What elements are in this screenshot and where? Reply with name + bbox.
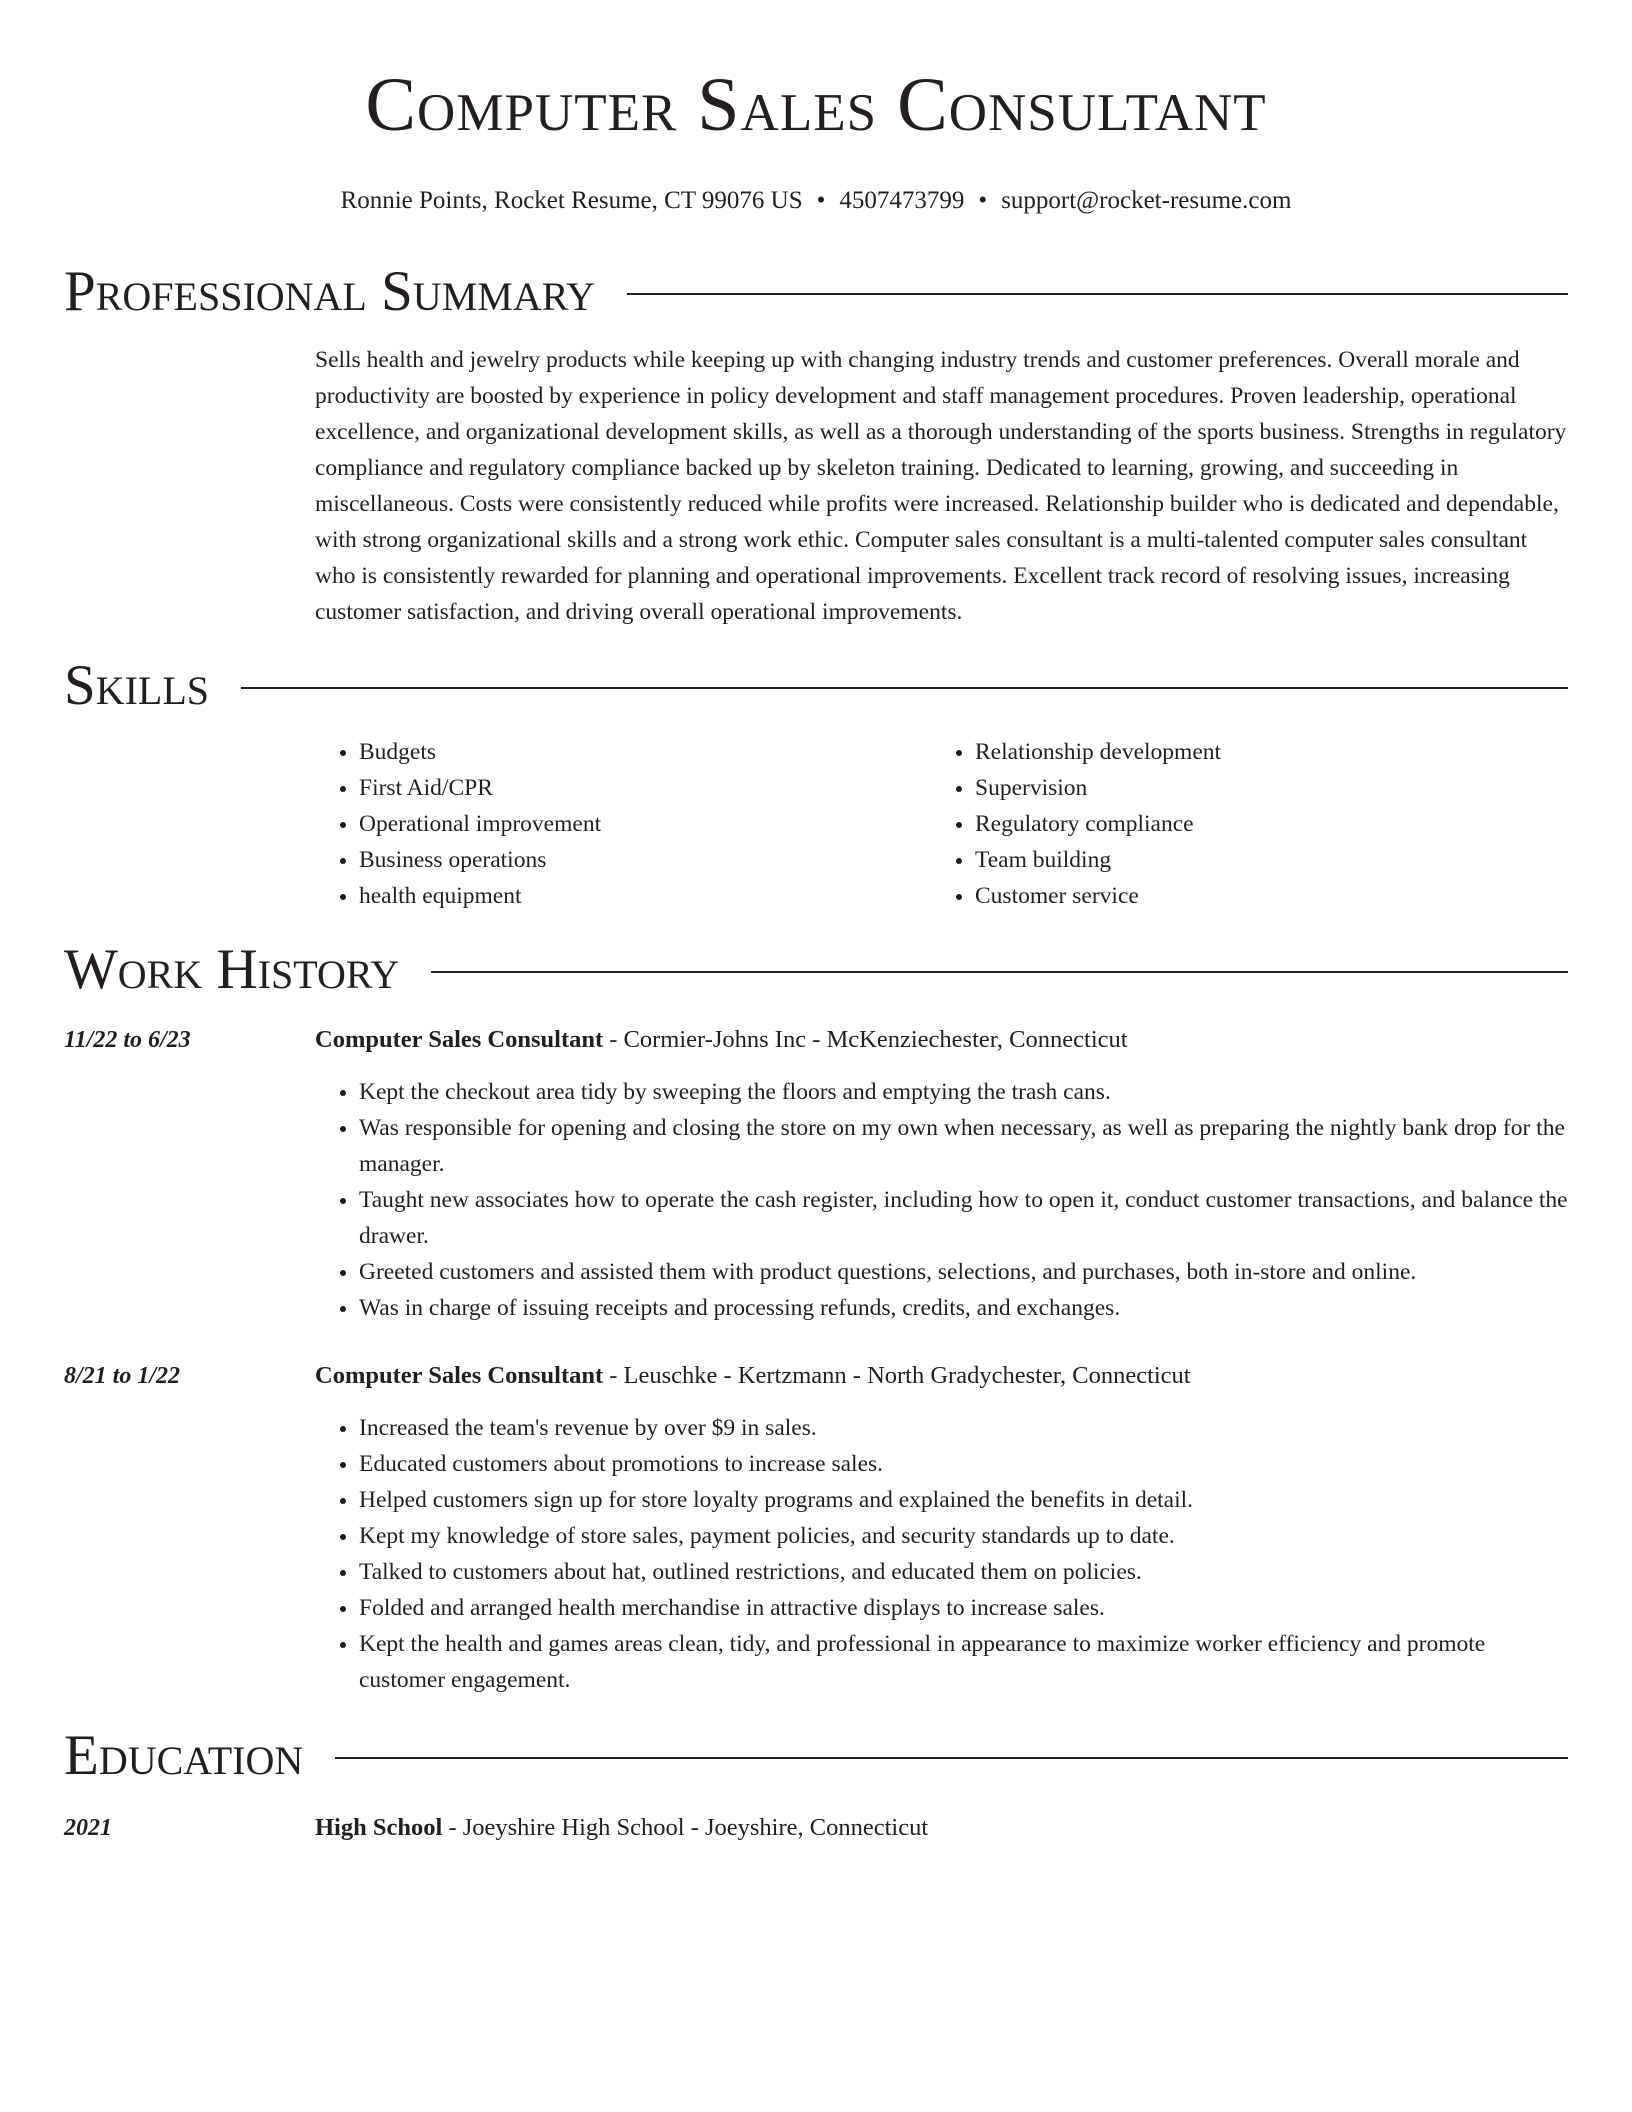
contact-phone: 4507473799 [839, 187, 965, 214]
skill-item: • Regulatory compliance [975, 806, 1615, 842]
job-dates: 8/21 to 1/22 [64, 1363, 181, 1389]
contact-address: Ronnie Points, Rocket Resume, CT 99076 US [340, 187, 803, 214]
job-bullet: • Educated customers about promotions to increase sales. [359, 1446, 1568, 1482]
summary-body [315, 342, 1568, 630]
contact-separator: • [816, 187, 826, 214]
job-bullet: • Increased the team's revenue by over $9 in sales. [359, 1410, 1568, 1446]
job-entry [64, 1022, 1568, 1326]
skill-item: • Team building [975, 842, 1615, 878]
job-entry [64, 1358, 1568, 1698]
job-main [315, 1022, 1568, 1326]
contact-email: support@rocket-resume.com [1001, 187, 1292, 214]
education-entry [64, 1810, 1568, 1846]
job-bullet: • Kept the checkout area tidy by sweeping the floors and emptying the trash cans. [359, 1074, 1568, 1110]
summary-section-header [64, 260, 1568, 324]
summary-section-title: Professional Summary [64, 260, 596, 323]
job-bullet: • Kept the health and games areas clean, tidy, and professional in appearance to maximize worker efficiency and promote customer engagement. [359, 1626, 1568, 1698]
section-divider [335, 1757, 1568, 1759]
resume-name-title: Computer Sales Consultant [365, 63, 1267, 147]
job-bullet: • Greeted customers and assisted them with product questions, selections, and purchases, both in-store and online. [359, 1254, 1568, 1290]
work-section-title: Work History [64, 938, 400, 1001]
skills-list-left [315, 734, 931, 914]
section-divider [241, 687, 1568, 689]
summary-text: Sells health and jewelry products while keeping up with changing industry trends and customer preferences. Overall morale and productivity are boosted by experience in policy development and staff management procedures. Proven leadership, operational excellence, and organizational development skills, as well as a thorough understanding of the sports business. Strengths in regulatory compliance and regulatory compliance backed up by skeleton training. Dedicated to learning, growing, and succeeding in miscellaneous. Costs were consistently reduced while profits were increased. Relationship builder who is dedicated and dependable, with strong organizational skills and a strong work ethic. Computer sales consultant is a multi-talented computer sales consultant who is consistently rewarded for planning and operational improvements. Excellent track record of resolving issues, increasing customer satisfaction, and driving overall operational improvements. [315, 347, 1567, 625]
work-section-header [64, 938, 1568, 1002]
job-bullets [315, 1074, 1568, 1326]
education-year: 2021 [64, 1815, 112, 1841]
job-employer-location: - Leuschke - Kertzmann - North Gradychester, Connecticut [603, 1362, 1191, 1389]
job-title: Computer Sales Consultant [315, 1362, 604, 1389]
job-heading [315, 1358, 1568, 1394]
skills-body [315, 734, 1568, 914]
education-heading [315, 1810, 1568, 1846]
skill-item: • Business operations [359, 842, 931, 878]
skill-item: • Relationship development [975, 734, 1615, 770]
job-employer-location: - Cormier-Johns Inc - McKenziechester, Connecticut [603, 1026, 1128, 1053]
skill-item: • Operational improvement [359, 806, 931, 842]
education-section-title: Education [64, 1724, 304, 1787]
job-bullet: • Talked to customers about hat, outlined restrictions, and educated them on policies. [359, 1554, 1568, 1590]
education-main [315, 1810, 1568, 1846]
job-bullet: • Was responsible for opening and closing the store on my own when necessary, as well as preparing the nightly bank drop for the manager. [359, 1110, 1568, 1182]
job-bullet: • Taught new associates how to operate the cash register, including how to open it, conduct customer transactions, and balance the drawer. [359, 1182, 1568, 1254]
job-bullets [315, 1410, 1568, 1698]
skills-section-header [64, 654, 1568, 718]
job-title: Computer Sales Consultant [315, 1026, 604, 1053]
education-school-location: - Joeyshire High School - Joeyshire, Connecticut [442, 1814, 929, 1841]
skills-grid [315, 734, 1568, 914]
job-bullet: • Helped customers sign up for store loyalty programs and explained the benefits in detail. [359, 1482, 1568, 1518]
contact-line [64, 186, 1568, 216]
education-section-header [64, 1724, 1568, 1788]
skill-item: • First Aid/CPR [359, 770, 931, 806]
job-bullet: • Was in charge of issuing receipts and processing refunds, credits, and exchanges. [359, 1290, 1568, 1326]
education-degree: High School [315, 1814, 443, 1841]
section-divider [431, 971, 1568, 973]
job-bullet: • Kept my knowledge of store sales, payment policies, and security standards up to date. [359, 1518, 1568, 1554]
job-main [315, 1358, 1568, 1698]
skills-section-title: Skills [64, 654, 210, 717]
skill-item: • Customer service [975, 878, 1615, 914]
job-bullet: • Folded and arranged health merchandise in attractive displays to increase sales. [359, 1590, 1568, 1626]
job-dates: 11/22 to 6/23 [64, 1027, 191, 1053]
skills-list-right [931, 734, 1615, 914]
job-heading [315, 1022, 1568, 1058]
contact-separator: • [978, 187, 988, 214]
resume-page [64, 0, 1568, 1846]
skill-item: • health equipment [359, 878, 931, 914]
section-divider [627, 293, 1568, 295]
skill-item: • Budgets [359, 734, 931, 770]
skill-item: • Supervision [975, 770, 1615, 806]
